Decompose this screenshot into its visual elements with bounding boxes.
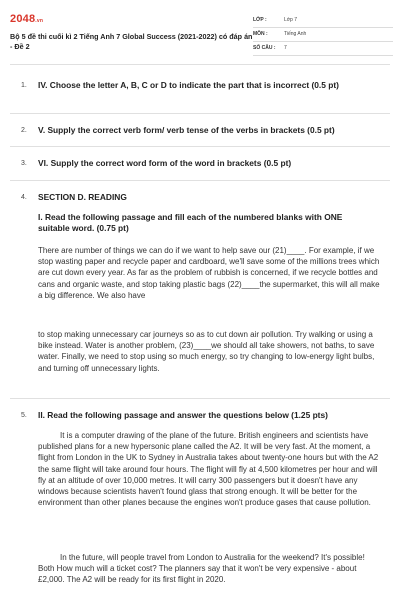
meta-label: SỐ CÂU : xyxy=(253,45,276,51)
question-number: 3. xyxy=(21,160,27,167)
question-number: 2. xyxy=(21,127,27,134)
question-number: 1. xyxy=(21,82,27,89)
meta-row-count xyxy=(253,42,393,56)
meta-label: MÔN : xyxy=(253,31,268,37)
question-number: 5. xyxy=(21,412,27,419)
divider xyxy=(10,146,390,147)
divider xyxy=(10,180,390,181)
question-number: 4. xyxy=(21,194,27,201)
meta-row-class xyxy=(253,14,393,28)
section-heading: SECTION D. READING xyxy=(38,192,127,202)
meta-label: LỚP : xyxy=(253,17,267,23)
meta-value: Tiếng Anh xyxy=(284,31,307,37)
site-logo[interactable] xyxy=(10,13,43,25)
divider xyxy=(10,64,390,65)
meta-row-subject xyxy=(253,28,393,42)
passage-paragraph: It is a computer drawing of the plane of the future. British engineers and scientists have published plans for a new hypersonic plane called the A2. It will be very fast. At the moment, a flight from London in the UK to Sydney in Australia takes about twenty-one hours but with the A2 the same flight will take around four hours. The flight will fly at 4,500 kilometres per hour and will fly at an altitude of over 10,000 metres. It will carry 300 passengers but it doesn't have any windows because scientists haven't found glass that strong enough. It will be better for the environment than other planes because the engines won't produce gases that cause pollution. xyxy=(38,431,379,508)
question-heading: II. Read the following passage and answer the questions below (1.25 pts) xyxy=(38,410,328,420)
sub-question-heading: I. Read the following passage and fill each of the numbered blanks with ONE suitable word. (0.75 pt) xyxy=(38,212,343,233)
passage-paragraph: to stop making unnecessary car journeys so as to cut down air pollution. Try walking or using a bike instead. Water is another problem, (23)____we should all take showers, not baths, to save water. Finally, we need to stop using so much energy, so try changing to low-energy light bulbs, and turning off unnecessary lights. xyxy=(38,330,375,373)
divider xyxy=(10,398,390,399)
question-heading: VI. Supply the correct word form of the word in brackets (0.5 pt) xyxy=(38,158,292,168)
passage-paragraph: There are number of things we can do if we want to help save our (21)____. For example, if we stop wasting paper and recycle paper and cardboard, we'll save some of the millions trees which are cut down every year. As far as the problem of rubbish is concerned, if we recycle bottles and cans and organic waste, and stop taking plastic bags (22)____the supermarket, this will all make a big difference. We also have xyxy=(38,246,380,300)
logo-text: 2048 xyxy=(10,13,36,25)
logo-suffix: .vn xyxy=(35,18,44,24)
divider xyxy=(10,113,390,114)
page-header xyxy=(0,0,400,62)
question-heading: V. Supply the correct verb form/ verb tense of the verbs in brackets (0.5 pt) xyxy=(38,125,335,135)
meta-value: 7 xyxy=(284,45,287,51)
meta-value: Lớp 7 xyxy=(284,17,298,23)
passage-paragraph: In the future, will people travel from London to Australia for the weekend? It's possible! Both How much will a ticket cost? The planners say that it won't be very expensive - about £2,000. The A2 will be ready for its first flight in 2020. xyxy=(38,553,365,585)
document-title: Bộ 5 đề thi cuối kì 2 Tiếng Anh 7 Global Success (2021-2022) có đáp án - Đề 2 xyxy=(10,32,253,51)
meta-table xyxy=(253,14,393,56)
question-heading: IV. Choose the letter A, B, C or D to indicate the part that is incorrect (0.5 pt) xyxy=(38,80,339,90)
